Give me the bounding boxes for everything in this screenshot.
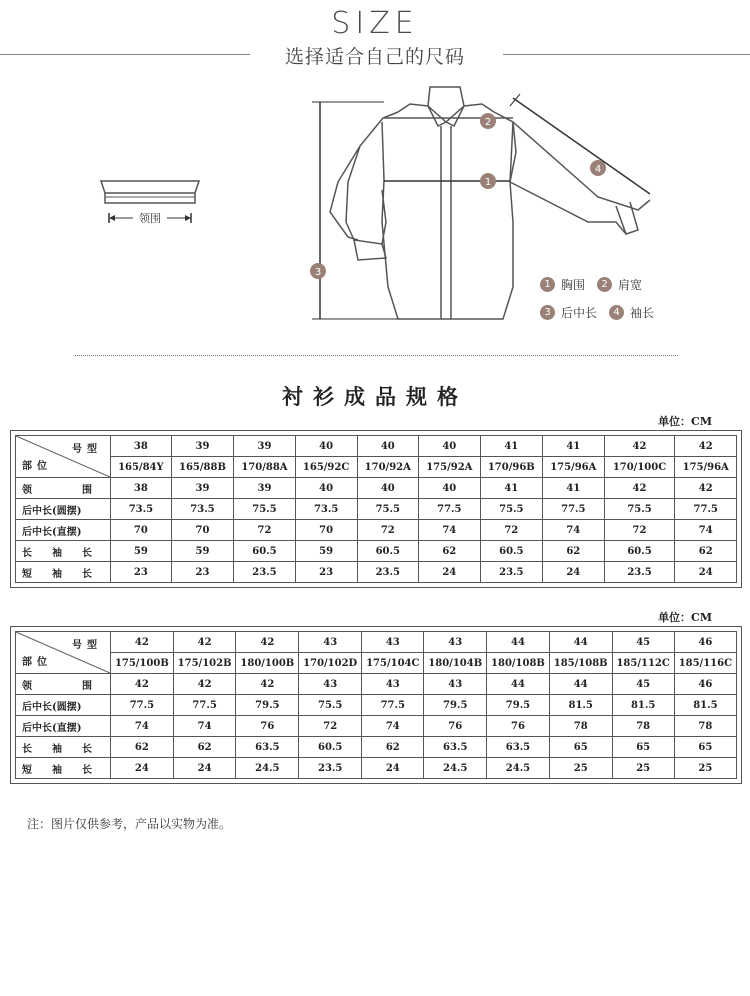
table-cell: 72 [234, 520, 296, 541]
legend-label: 胸围 [561, 277, 586, 292]
table-cell: 42 [111, 674, 174, 695]
table-cell: 75.5 [480, 499, 542, 520]
legend-num: 3 [540, 305, 555, 320]
header-row-specs [16, 653, 737, 674]
table-cell: 60.5 [480, 541, 542, 562]
table-cell: 65 [674, 737, 736, 758]
table-cell: 43 [299, 674, 362, 695]
table-cell: 25 [549, 758, 612, 779]
row-label-text: 后中长(直摆) [22, 526, 82, 538]
size-spec-cell: 175/100B [111, 653, 174, 674]
table-cell: 72 [357, 520, 419, 541]
size-spec-cell: 175/104C [362, 653, 424, 674]
size-spec-cell: 180/108B [487, 653, 550, 674]
table-cell: 77.5 [419, 499, 481, 520]
table-cell: 73.5 [171, 499, 233, 520]
table-cell: 60.5 [234, 541, 296, 562]
row-label [16, 562, 111, 583]
table-cell: 70 [295, 520, 357, 541]
table-cell: 76 [487, 716, 550, 737]
collar-diagram [95, 175, 210, 230]
size-spec-cell: 165/92C [295, 457, 357, 478]
table-cell: 44 [487, 674, 550, 695]
row-label-text: 长 袖 长 [22, 743, 92, 755]
table-cell: 42 [236, 674, 299, 695]
table-corner [16, 632, 111, 674]
size-number-cell: 41 [543, 436, 605, 457]
table-cell: 62 [543, 541, 605, 562]
table-cell: 40 [419, 478, 481, 499]
table-cell: 74 [362, 716, 424, 737]
legend-num: 1 [540, 277, 555, 292]
table-cell: 70 [111, 520, 172, 541]
table-cell: 39 [171, 478, 233, 499]
table-row [16, 541, 737, 562]
table-cell: 77.5 [543, 499, 605, 520]
size-spec-cell: 180/104B [424, 653, 487, 674]
corner-size-label: 号型 [72, 444, 102, 455]
table-cell: 24 [543, 562, 605, 583]
table-cell: 24 [419, 562, 481, 583]
header-row-specs [16, 457, 737, 478]
marker-4 [590, 160, 606, 176]
table-cell: 43 [424, 674, 487, 695]
size-number-cell: 42 [675, 436, 737, 457]
table-cell: 73.5 [295, 499, 357, 520]
legend-num: 4 [609, 305, 624, 320]
disclaimer-note: 注：图片仅供参考，产品以实物为准。 [27, 817, 232, 831]
size-number-cell: 43 [299, 632, 362, 653]
size-number-cell: 45 [612, 632, 674, 653]
row-label-text: 领 围 [22, 484, 92, 496]
table-cell: 62 [675, 541, 737, 562]
size-table-1 [15, 435, 737, 583]
table-cell: 46 [674, 674, 736, 695]
table-cell: 23 [111, 562, 172, 583]
table-cell: 77.5 [362, 695, 424, 716]
table-cell: 63.5 [424, 737, 487, 758]
row-label-text: 后中长(圆摆) [22, 505, 82, 517]
table-cell: 65 [549, 737, 612, 758]
row-label-text: 领 围 [22, 680, 92, 692]
size-spec-cell: 170/92A [357, 457, 419, 478]
table-cell: 78 [674, 716, 736, 737]
size-number-cell: 44 [487, 632, 550, 653]
measurement-legend [540, 275, 666, 331]
table-cell: 40 [295, 478, 357, 499]
size-spec-cell: 170/102D [299, 653, 362, 674]
table-cell: 65 [612, 737, 674, 758]
size-number-cell: 42 [236, 632, 299, 653]
table-cell: 77.5 [111, 695, 174, 716]
table-row [16, 499, 737, 520]
size-number-cell: 40 [295, 436, 357, 457]
table-cell: 60.5 [357, 541, 419, 562]
table-cell: 74 [419, 520, 481, 541]
table-cell: 72 [480, 520, 542, 541]
row-label [16, 520, 111, 541]
table-cell: 75.5 [299, 695, 362, 716]
table-cell: 24 [111, 758, 174, 779]
size-spec-cell: 180/100B [236, 653, 299, 674]
table-row [16, 674, 737, 695]
legend-item-chest [540, 276, 585, 293]
table-cell: 78 [549, 716, 612, 737]
table-cell: 42 [173, 674, 236, 695]
legend-item-back-length [540, 304, 597, 321]
table-cell: 41 [543, 478, 605, 499]
page-title: SIZE [331, 6, 419, 41]
size-number-cell: 42 [604, 436, 675, 457]
table-cell: 75.5 [234, 499, 296, 520]
row-label-text: 短 袖 长 [22, 764, 92, 776]
size-number-cell: 39 [234, 436, 296, 457]
table-cell: 42 [675, 478, 737, 499]
size-table-title: 衬衫成品规格 [282, 384, 468, 409]
table-cell: 59 [171, 541, 233, 562]
table-cell: 23.5 [299, 758, 362, 779]
corner-size-label: 号型 [72, 640, 102, 651]
table-row [16, 695, 737, 716]
table-cell: 24 [173, 758, 236, 779]
table-cell: 25 [612, 758, 674, 779]
svg-text:3: 3 [314, 267, 322, 278]
table-cell: 74 [173, 716, 236, 737]
size-number-cell: 41 [480, 436, 542, 457]
size-spec-cell: 170/100C [604, 457, 675, 478]
table-row [16, 562, 737, 583]
header-row-numbers [16, 436, 737, 457]
table-cell: 60.5 [604, 541, 675, 562]
table-cell: 73.5 [111, 499, 172, 520]
size-number-cell: 43 [424, 632, 487, 653]
table-cell: 23 [171, 562, 233, 583]
table-cell: 23 [295, 562, 357, 583]
table-cell: 81.5 [612, 695, 674, 716]
table-cell: 75.5 [604, 499, 675, 520]
table-cell: 77.5 [675, 499, 737, 520]
table-cell: 24.5 [487, 758, 550, 779]
legend-label: 后中长 [561, 305, 598, 320]
size-table-2-frame [10, 626, 742, 784]
row-label-text: 长 袖 长 [22, 547, 92, 559]
header-row-numbers [16, 632, 737, 653]
table-cell: 63.5 [236, 737, 299, 758]
size-table-2 [15, 631, 737, 779]
size-number-cell: 44 [549, 632, 612, 653]
table-cell: 79.5 [236, 695, 299, 716]
size-spec-cell: 185/116C [674, 653, 736, 674]
table-cell: 70 [171, 520, 233, 541]
size-table-1-frame [10, 430, 742, 588]
size-spec-cell: 165/88B [171, 457, 233, 478]
table-corner [16, 436, 111, 478]
table-cell: 38 [111, 478, 172, 499]
table-cell: 45 [612, 674, 674, 695]
legend-num: 2 [597, 277, 612, 292]
marker-3 [310, 263, 326, 279]
table-cell: 78 [612, 716, 674, 737]
table-cell: 39 [234, 478, 296, 499]
row-label [16, 541, 111, 562]
table-cell: 41 [480, 478, 542, 499]
corner-part-label: 部位 [22, 657, 52, 668]
size-number-cell: 40 [419, 436, 481, 457]
size-spec-cell: 165/84Y [111, 457, 172, 478]
table-row [16, 478, 737, 499]
svg-text:4: 4 [594, 164, 602, 175]
row-label [16, 478, 111, 499]
table-cell: 23.5 [234, 562, 296, 583]
table-cell: 74 [111, 716, 174, 737]
row-label [16, 737, 111, 758]
row-label [16, 499, 111, 520]
table-cell: 62 [362, 737, 424, 758]
table-cell: 62 [111, 737, 174, 758]
row-label-text: 后中长(圆摆) [22, 701, 82, 713]
legend-item-sleeve [609, 304, 654, 321]
table-cell: 62 [173, 737, 236, 758]
size-spec-cell: 170/88A [234, 457, 296, 478]
table-cell: 40 [357, 478, 419, 499]
page-subtitle: 选择适合自己的尺码 [284, 46, 465, 68]
legend-item-shoulder [597, 276, 642, 293]
unit-label-2: 单位：CM [658, 611, 712, 624]
size-number-cell: 40 [357, 436, 419, 457]
row-label-text: 后中长(直摆) [22, 722, 82, 734]
unit-label-1: 单位：CM [658, 415, 712, 428]
table-cell: 24.5 [424, 758, 487, 779]
table-cell: 23.5 [357, 562, 419, 583]
size-spec-cell: 185/108B [549, 653, 612, 674]
table-cell: 59 [111, 541, 172, 562]
row-label-text: 短 袖 长 [22, 568, 92, 580]
table-row [16, 737, 737, 758]
table-cell: 23.5 [480, 562, 542, 583]
table-row [16, 716, 737, 737]
table-cell: 72 [299, 716, 362, 737]
size-number-cell: 43 [362, 632, 424, 653]
legend-label: 肩宽 [618, 277, 643, 292]
table-cell: 42 [604, 478, 675, 499]
table-cell: 25 [674, 758, 736, 779]
table-cell: 62 [419, 541, 481, 562]
size-number-cell: 42 [173, 632, 236, 653]
size-number-cell: 46 [674, 632, 736, 653]
table-row [16, 520, 737, 541]
table-cell: 74 [675, 520, 737, 541]
table-row [16, 758, 737, 779]
svg-text:1: 1 [484, 177, 492, 188]
collar-label: 领围 [139, 212, 161, 225]
table-cell: 24.5 [236, 758, 299, 779]
table-cell: 24 [675, 562, 737, 583]
size-number-cell: 39 [171, 436, 233, 457]
svg-text:2: 2 [484, 117, 492, 128]
row-label [16, 674, 111, 695]
dotted-divider [75, 355, 678, 356]
size-number-cell: 42 [111, 632, 174, 653]
size-spec-cell: 175/96A [543, 457, 605, 478]
legend-label: 袖长 [630, 305, 655, 320]
marker-1 [480, 173, 496, 189]
table-cell: 72 [604, 520, 675, 541]
table-cell: 77.5 [173, 695, 236, 716]
size-number-cell: 38 [111, 436, 172, 457]
table-cell: 76 [236, 716, 299, 737]
table-cell: 75.5 [357, 499, 419, 520]
row-label [16, 716, 111, 737]
table-cell: 76 [424, 716, 487, 737]
table-cell: 74 [543, 520, 605, 541]
table-cell: 81.5 [549, 695, 612, 716]
size-spec-cell: 185/112C [612, 653, 674, 674]
table-cell: 44 [549, 674, 612, 695]
size-spec-cell: 175/92A [419, 457, 481, 478]
row-label [16, 758, 111, 779]
marker-2 [480, 113, 496, 129]
table-cell: 79.5 [424, 695, 487, 716]
corner-part-label: 部位 [22, 461, 52, 472]
table-cell: 79.5 [487, 695, 550, 716]
size-spec-cell: 175/102B [173, 653, 236, 674]
table-cell: 63.5 [487, 737, 550, 758]
table-cell: 81.5 [674, 695, 736, 716]
size-spec-cell: 175/96A [675, 457, 737, 478]
table-cell: 59 [295, 541, 357, 562]
table-cell: 43 [362, 674, 424, 695]
size-spec-cell: 170/96B [480, 457, 542, 478]
table-cell: 24 [362, 758, 424, 779]
table-cell: 23.5 [604, 562, 675, 583]
row-label [16, 695, 111, 716]
table-cell: 60.5 [299, 737, 362, 758]
